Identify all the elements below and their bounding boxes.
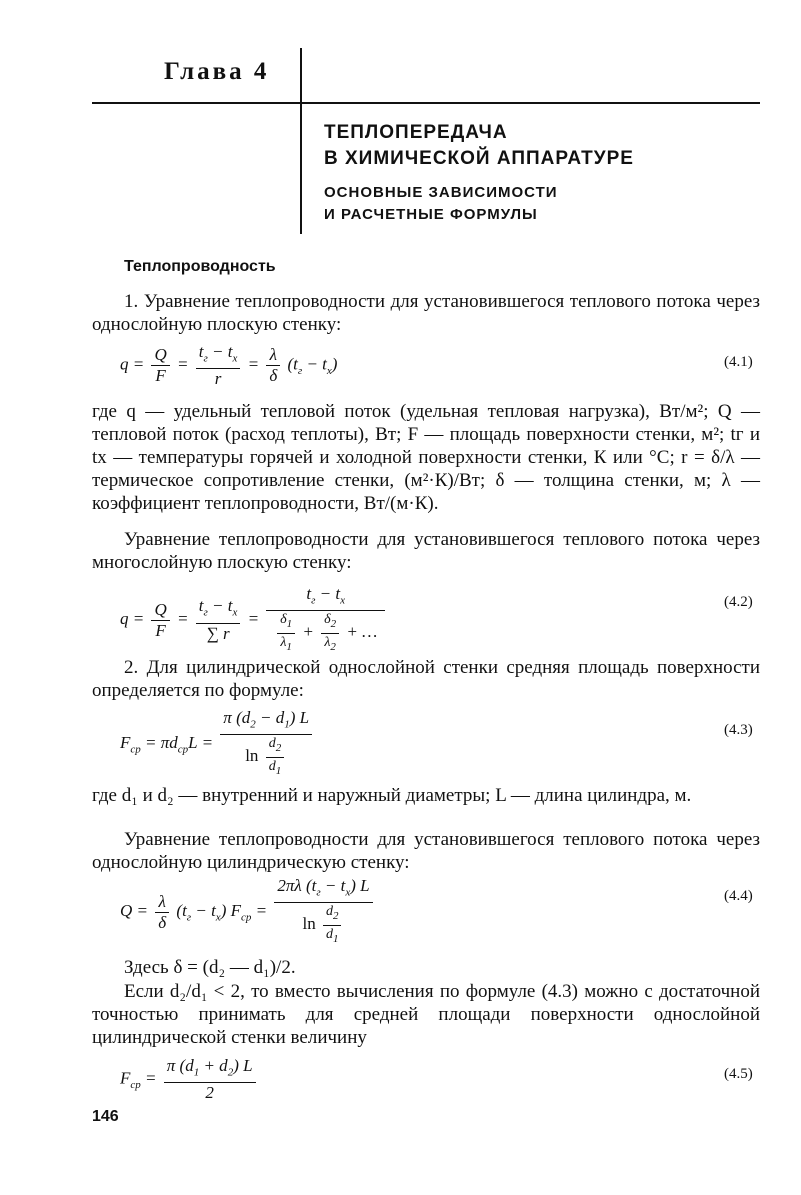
- equation-number-4-3: (4.3): [724, 722, 753, 738]
- formula-4-2: q = $\frac{Q}{F}$ = $\frac{t_г - t_х}{\sum r}$ = $t_г - t_х$ $\frac{\delta_1}{\lambda_1}$ + $\frac{\delta_2}{\lambda_2}$ + …: [120, 584, 388, 656]
- chapter-title-line2: В ХИМИЧЕСКОЙ АППАРАТУРЕ: [324, 148, 634, 169]
- equation-number-4-1: (4.1): [724, 354, 753, 370]
- chapter-subtitle: [324, 182, 558, 226]
- equation-number-4-4: (4.4): [724, 888, 753, 904]
- paragraph-1: 1. Уравнение теплопроводности для установившегося теплового потока через однослойную плоскую стенку:: [92, 291, 760, 335]
- page-number: 146: [92, 1108, 119, 1125]
- formula-4-4: Q = $\frac{\lambda}{\delta}$ $(t_г - t_х) F_{ср}$ = 2πλ $(t_г - t_х)$ L ln $\frac{d_2}{d_1}$: [120, 876, 376, 948]
- divider-vertical: [300, 104, 302, 234]
- formula-4-1: q = $\frac{Q}{F}$ = $\frac{t_г - t_х}{r}$ = $\frac{\lambda}{\delta}$ $(t_г - t_х)$: [120, 342, 338, 389]
- divider-horizontal: [92, 102, 760, 104]
- formula-4-5: $F_{ср}$ = $\frac{\pi (d_1 + d_2) L}{2}$: [120, 1056, 259, 1103]
- chapter-subtitle-line1: ОСНОВНЫЕ ЗАВИСИМОСТИ: [324, 184, 558, 201]
- formula-4-3: $F_{ср} = \pi d_{ср}L$ = π $(d_2 - d_1)$ L ln $\frac{d_2}{d_1}$: [120, 708, 315, 780]
- paragraph-4: 2. Для цилиндрической однослойной стенки средняя площадь поверхности определяется по формуле:: [92, 657, 760, 701]
- paragraph-8: Если d₂/d₁ < 2, то вместо вычисления по формуле (4.3) можно с достаточной точностью принимать для средней площади поверхности однослойной цилиндрической стенки величину: [92, 981, 760, 1048]
- paragraph-7: Здесь δ = (d₂ — d₁)/2.: [124, 957, 296, 978]
- chapter-title: [324, 120, 634, 172]
- paragraph-3: Уравнение теплопроводности для установившегося теплового потока через многослойную плоскую стенку:: [92, 529, 760, 573]
- chapter-subtitle-line2: И РАСЧЕТНЫЕ ФОРМУЛЫ: [324, 206, 538, 223]
- paragraph-2: где q — удельный тепловой поток (удельная тепловая нагрузка), Вт/м²; Q — тепловой поток (расход теплоты), Вт; F — площадь поверхности стенки, м²; tг и tх — температуры горячей и холодной поверхности стенки, К или °С; r = δ/λ — термическое сопротивление стенки, (м²·К)/Вт; δ — толщина стенки, м; λ — коэффициент теплопроводности, Вт/(м·К).: [92, 401, 760, 514]
- equation-number-4-5: (4.5): [724, 1066, 753, 1082]
- chapter-title-line1: ТЕПЛОПЕРЕДАЧА: [324, 122, 508, 143]
- equation-number-4-2: (4.2): [724, 594, 753, 610]
- paragraph-5: где d₁ и d₂ — внутренний и наружный диаметры; L — длина цилиндра, м.: [92, 785, 692, 806]
- chapter-heading: Глава 4: [164, 58, 270, 85]
- paragraph-6: Уравнение теплопроводности для установившегося теплового потока через однослойную цилиндрическую стенку:: [92, 829, 760, 873]
- divider-vertical-top: [300, 48, 302, 103]
- section-heading: Теплопроводность: [124, 258, 276, 275]
